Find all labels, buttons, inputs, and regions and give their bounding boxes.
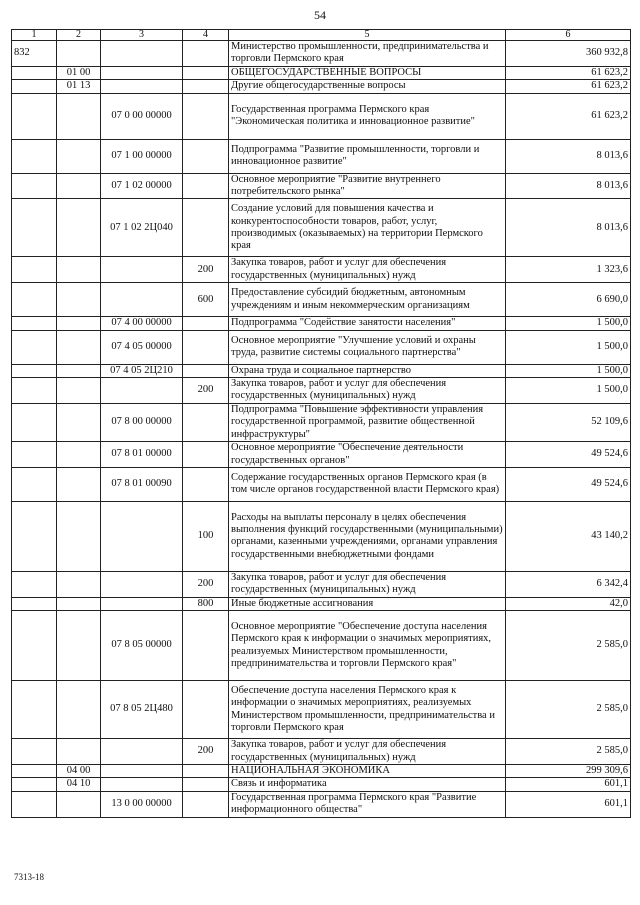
table-row (12, 611, 631, 681)
ministry-code-cell (12, 791, 57, 817)
table-row (12, 317, 631, 330)
expense-type-code-cell: 200 (183, 378, 229, 404)
item-name-cell: Министерство промышленности, предпринимательства и торговли Пермского края (229, 41, 506, 67)
table-row (12, 199, 631, 257)
section-code-cell (57, 257, 101, 283)
item-name-cell: Государственная программа Пермского края "Развитие информационного общества" (229, 791, 506, 817)
target-code-cell (101, 66, 183, 79)
amount-cell: 1 323,6 (506, 257, 631, 283)
ministry-code-cell: 832 (12, 41, 57, 67)
section-code-cell (57, 364, 101, 377)
table-row (12, 66, 631, 79)
section-code-cell (57, 330, 101, 364)
expense-type-code-cell (183, 80, 229, 93)
column-header: 5 (229, 30, 506, 41)
amount-cell: 2 585,0 (506, 681, 631, 739)
section-code-cell: 01 13 (57, 80, 101, 93)
expense-type-code-cell (183, 764, 229, 777)
amount-cell: 601,1 (506, 791, 631, 817)
table-row (12, 597, 631, 610)
section-code-cell (57, 611, 101, 681)
table-row (12, 283, 631, 317)
amount-cell: 61 623,2 (506, 66, 631, 79)
amount-cell: 1 500,0 (506, 330, 631, 364)
expense-type-code-cell (183, 681, 229, 739)
ministry-code-cell (12, 80, 57, 93)
table-row (12, 739, 631, 765)
item-name-cell: ОБЩЕГОСУДАРСТВЕННЫЕ ВОПРОСЫ (229, 66, 506, 79)
amount-cell: 2 585,0 (506, 739, 631, 765)
section-code-cell (57, 93, 101, 139)
expense-type-code-cell (183, 778, 229, 791)
amount-cell: 61 623,2 (506, 80, 631, 93)
item-name-cell: Подпрограмма "Повышение эффективности управления государственной программой, развитие общественной инфраструктуры" (229, 403, 506, 441)
item-name-cell: Закупка товаров, работ и услуг для обеспечения государственных (муниципальных) нужд (229, 739, 506, 765)
ministry-code-cell (12, 764, 57, 777)
ministry-code-cell (12, 173, 57, 199)
amount-cell: 601,1 (506, 778, 631, 791)
ministry-code-cell (12, 571, 57, 597)
target-code-cell: 07 1 02 2Ц040 (101, 199, 183, 257)
target-code-cell (101, 764, 183, 777)
target-code-cell (101, 41, 183, 67)
ministry-code-cell (12, 681, 57, 739)
amount-cell: 2 585,0 (506, 611, 631, 681)
ministry-code-cell (12, 66, 57, 79)
amount-cell: 8 013,6 (506, 173, 631, 199)
amount-cell: 8 013,6 (506, 199, 631, 257)
column-header: 1 (12, 30, 57, 41)
target-code-cell (101, 283, 183, 317)
target-code-cell (101, 378, 183, 404)
amount-cell: 1 500,0 (506, 364, 631, 377)
amount-cell: 299 309,6 (506, 764, 631, 777)
table-row (12, 93, 631, 139)
item-name-cell: Подпрограмма "Содействие занятости населения" (229, 317, 506, 330)
target-code-cell: 07 0 00 00000 (101, 93, 183, 139)
item-name-cell: Расходы на выплаты персоналу в целях обеспечения выполнения функций государственными (муниципальными) органами, казенными учреждениями, органами управления государственными внебюджетными фондами (229, 501, 506, 571)
item-name-cell: Связь и информатика (229, 778, 506, 791)
amount-cell: 1 500,0 (506, 378, 631, 404)
expense-type-code-cell (183, 611, 229, 681)
ministry-code-cell (12, 501, 57, 571)
section-code-cell (57, 597, 101, 610)
expense-type-code-cell (183, 41, 229, 67)
expense-type-code-cell (183, 66, 229, 79)
table-row (12, 173, 631, 199)
target-code-cell: 07 4 05 00000 (101, 330, 183, 364)
section-code-cell (57, 41, 101, 67)
amount-cell: 8 013,6 (506, 139, 631, 173)
ministry-code-cell (12, 283, 57, 317)
expense-type-code-cell: 200 (183, 257, 229, 283)
column-header: 3 (101, 30, 183, 41)
amount-cell: 43 140,2 (506, 501, 631, 571)
item-name-cell: Основное мероприятие "Улучшение условий и охраны труда, развитие системы социального партнерства" (229, 330, 506, 364)
table-row (12, 571, 631, 597)
target-code-cell (101, 501, 183, 571)
expense-type-code-cell (183, 317, 229, 330)
ministry-code-cell (12, 597, 57, 610)
table-row (12, 467, 631, 501)
expense-type-code-cell (183, 403, 229, 441)
amount-cell: 52 109,6 (506, 403, 631, 441)
amount-cell: 360 932,8 (506, 41, 631, 67)
table-row (12, 330, 631, 364)
ministry-code-cell (12, 199, 57, 257)
expense-type-code-cell: 100 (183, 501, 229, 571)
budget-table (11, 29, 631, 818)
section-code-cell (57, 139, 101, 173)
table-row (12, 403, 631, 441)
table-row (12, 80, 631, 93)
item-name-cell: Основное мероприятие "Обеспечение доступа населения Пермского края к информации о значимых мероприятиях, реализуемых Министерством промышленности, предпринимательства и торговли Пермского края" (229, 611, 506, 681)
ministry-code-cell (12, 442, 57, 468)
item-name-cell: Другие общегосударственные вопросы (229, 80, 506, 93)
expense-type-code-cell: 600 (183, 283, 229, 317)
target-code-cell: 07 8 01 00090 (101, 467, 183, 501)
ministry-code-cell (12, 139, 57, 173)
section-code-cell (57, 378, 101, 404)
ministry-code-cell (12, 611, 57, 681)
target-code-cell (101, 80, 183, 93)
section-code-cell (57, 199, 101, 257)
expense-type-code-cell (183, 199, 229, 257)
expense-type-code-cell (183, 139, 229, 173)
expense-type-code-cell: 200 (183, 739, 229, 765)
target-code-cell (101, 257, 183, 283)
expense-type-code-cell (183, 93, 229, 139)
column-number-row (12, 30, 631, 41)
table-row (12, 764, 631, 777)
ministry-code-cell (12, 739, 57, 765)
target-code-cell: 07 8 05 00000 (101, 611, 183, 681)
table-row (12, 364, 631, 377)
ministry-code-cell (12, 403, 57, 441)
section-code-cell (57, 739, 101, 765)
item-name-cell: Закупка товаров, работ и услуг для обеспечения государственных (муниципальных) нужд (229, 571, 506, 597)
expense-type-code-cell (183, 791, 229, 817)
item-name-cell: Содержание государственных органов Пермского края (в том числе органов государственной власти Пермского края) (229, 467, 506, 501)
item-name-cell: Обеспечение доступа населения Пермского края к информации о значимых мероприятиях, реализуемых Министерством промышленности, предпринимательства и торговли Пермского края (229, 681, 506, 739)
table-row (12, 257, 631, 283)
item-name-cell: Основное мероприятие "Развитие внутреннего потребительского рынка" (229, 173, 506, 199)
section-code-cell: 04 10 (57, 778, 101, 791)
section-code-cell (57, 501, 101, 571)
ministry-code-cell (12, 93, 57, 139)
footer-code: 7313-18 (14, 872, 44, 882)
target-code-cell (101, 597, 183, 610)
section-code-cell: 01 00 (57, 66, 101, 79)
table-row (12, 681, 631, 739)
target-code-cell: 07 4 00 00000 (101, 317, 183, 330)
item-name-cell: Подпрограмма "Развитие промышленности, торговли и инновационное развитие" (229, 139, 506, 173)
ministry-code-cell (12, 257, 57, 283)
target-code-cell: 13 0 00 00000 (101, 791, 183, 817)
section-code-cell (57, 681, 101, 739)
ministry-code-cell (12, 330, 57, 364)
section-code-cell (57, 467, 101, 501)
item-name-cell: Закупка товаров, работ и услуг для обеспечения государственных (муниципальных) нужд (229, 257, 506, 283)
section-code-cell (57, 283, 101, 317)
target-code-cell (101, 571, 183, 597)
target-code-cell (101, 778, 183, 791)
target-code-cell: 07 8 01 00000 (101, 442, 183, 468)
expense-type-code-cell: 800 (183, 597, 229, 610)
target-code-cell: 07 8 00 00000 (101, 403, 183, 441)
amount-cell: 49 524,6 (506, 467, 631, 501)
section-code-cell (57, 571, 101, 597)
page-number: 54 (314, 8, 326, 22)
section-code-cell (57, 791, 101, 817)
ministry-code-cell (12, 364, 57, 377)
column-header: 2 (57, 30, 101, 41)
section-code-cell (57, 173, 101, 199)
amount-cell: 42,0 (506, 597, 631, 610)
item-name-cell: Создание условий для повышения качества и конкурентоспособности товаров, работ, услуг, производимых (оказываемых) на территории Пермского края (229, 199, 506, 257)
expense-type-code-cell: 200 (183, 571, 229, 597)
expense-type-code-cell (183, 364, 229, 377)
item-name-cell: Охрана труда и социальное партнерство (229, 364, 506, 377)
table-row (12, 378, 631, 404)
table-row (12, 139, 631, 173)
item-name-cell: Иные бюджетные ассигнования (229, 597, 506, 610)
target-code-cell: 07 4 05 2Ц210 (101, 364, 183, 377)
amount-cell: 49 524,6 (506, 442, 631, 468)
section-code-cell (57, 403, 101, 441)
expense-type-code-cell (183, 173, 229, 199)
section-code-cell (57, 442, 101, 468)
column-header: 6 (506, 30, 631, 41)
item-name-cell: Предоставление субсидий бюджетным, автономным учреждениям и иным некоммерческим организациям (229, 283, 506, 317)
ministry-code-cell (12, 778, 57, 791)
item-name-cell: Государственная программа Пермского края "Экономическая политика и инновационное развитие" (229, 93, 506, 139)
amount-cell: 61 623,2 (506, 93, 631, 139)
ministry-code-cell (12, 467, 57, 501)
item-name-cell: Основное мероприятие "Обеспечение деятельности государственных органов" (229, 442, 506, 468)
amount-cell: 6 690,0 (506, 283, 631, 317)
expense-type-code-cell (183, 330, 229, 364)
expense-type-code-cell (183, 467, 229, 501)
table-row (12, 791, 631, 817)
target-code-cell: 07 1 00 00000 (101, 139, 183, 173)
column-header: 4 (183, 30, 229, 41)
table-row (12, 501, 631, 571)
target-code-cell: 07 1 02 00000 (101, 173, 183, 199)
table-row (12, 41, 631, 67)
target-code-cell (101, 739, 183, 765)
ministry-code-cell (12, 378, 57, 404)
expense-type-code-cell (183, 442, 229, 468)
table-row (12, 442, 631, 468)
target-code-cell: 07 8 05 2Ц480 (101, 681, 183, 739)
amount-cell: 6 342,4 (506, 571, 631, 597)
item-name-cell: Закупка товаров, работ и услуг для обеспечения государственных (муниципальных) нужд (229, 378, 506, 404)
item-name-cell: НАЦИОНАЛЬНАЯ ЭКОНОМИКА (229, 764, 506, 777)
table-row (12, 778, 631, 791)
ministry-code-cell (12, 317, 57, 330)
section-code-cell: 04 00 (57, 764, 101, 777)
amount-cell: 1 500,0 (506, 317, 631, 330)
section-code-cell (57, 317, 101, 330)
